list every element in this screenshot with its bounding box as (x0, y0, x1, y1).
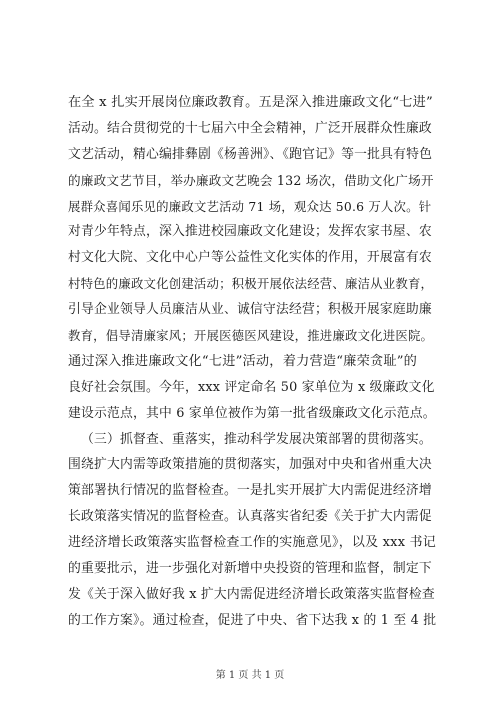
text-line: 良好社会氛围。今年，xxx 评定命名 50 家单位为 x 级廉政文化 (68, 379, 435, 395)
section-heading-line: （三）抓督查、重落实，推动科学发展决策部署的贯彻落实。 (81, 431, 432, 447)
text-line: 进经济增长政策落实监督检查工作的实施意见》，以及 xxx 书记 (68, 535, 436, 551)
text-line: 村特色的廉政文化创建活动；积极开展依法经营、廉洁从业教育， (68, 276, 434, 292)
text-line: 教育，倡导清廉家风；开展医德医风建设，推进廉政文化进医院。 (68, 328, 434, 344)
text-line: 引导企业领导人员廉洁从业、诚信守法经营；积极开展家庭助廉 (68, 302, 432, 318)
text-line: 建设示范点，其中 6 家单位被作为第一批省级廉政文化示范点。 (68, 405, 436, 421)
page-footer: 第 1 页 共 1 页 (215, 670, 285, 681)
text-line: 展群众喜闻乐见的廉政文艺活动 71 场，观众达 50.6 万人次。针 (68, 198, 432, 214)
text-line: 发《关于深入做好我 x 扩大内需促进经济增长政策落实监督检查 (68, 586, 435, 602)
text-line: 的重要批示，进一步强化对新增中央投资的管理和监督，制定下 (68, 561, 432, 577)
text-line: 的工作方案》。通过检查，促进了中央、省下达我 x 的 1 至 4 批 (68, 612, 437, 628)
text-line: 在全 x 扎实开展岗位廉政教育。五是深入推进廉政文化“七进” (68, 95, 433, 110)
text-line: 策部署执行情况的监督检查。一是扎实开展扩大内需促进经济增 (68, 483, 432, 499)
text-line: 围绕扩大内需等政策措施的贯彻落实，加强对中央和省州重大决 (68, 457, 432, 473)
text-line: 村文化大院、文化中心户等公益性文化实体的作用，开展富有农 (68, 250, 432, 266)
text-line: 文艺活动，精心编排彝剧《杨善洲》、《跑官记》等一批具有特色 (68, 146, 433, 162)
text-line: 的廉政文艺节目，举办廉政文艺晚会 132 场次，借助文化广场开 (68, 172, 434, 188)
text-line: 对青少年特点，深入推进校园廉政文化建设；发挥农家书屋、农 (68, 224, 432, 240)
body-text (68, 90, 436, 634)
text-line: 活动。结合贯彻党的十七届六中全会精神，广泛开展群众性廉政 (68, 120, 432, 136)
text-line: 长政策落实情况的监督检查。认真落实省纪委《关于扩大内需促 (68, 509, 432, 525)
text-line: 通过深入推进廉政文化“七进”活动，着力营造“廉荣贪耻”的 (68, 353, 418, 369)
